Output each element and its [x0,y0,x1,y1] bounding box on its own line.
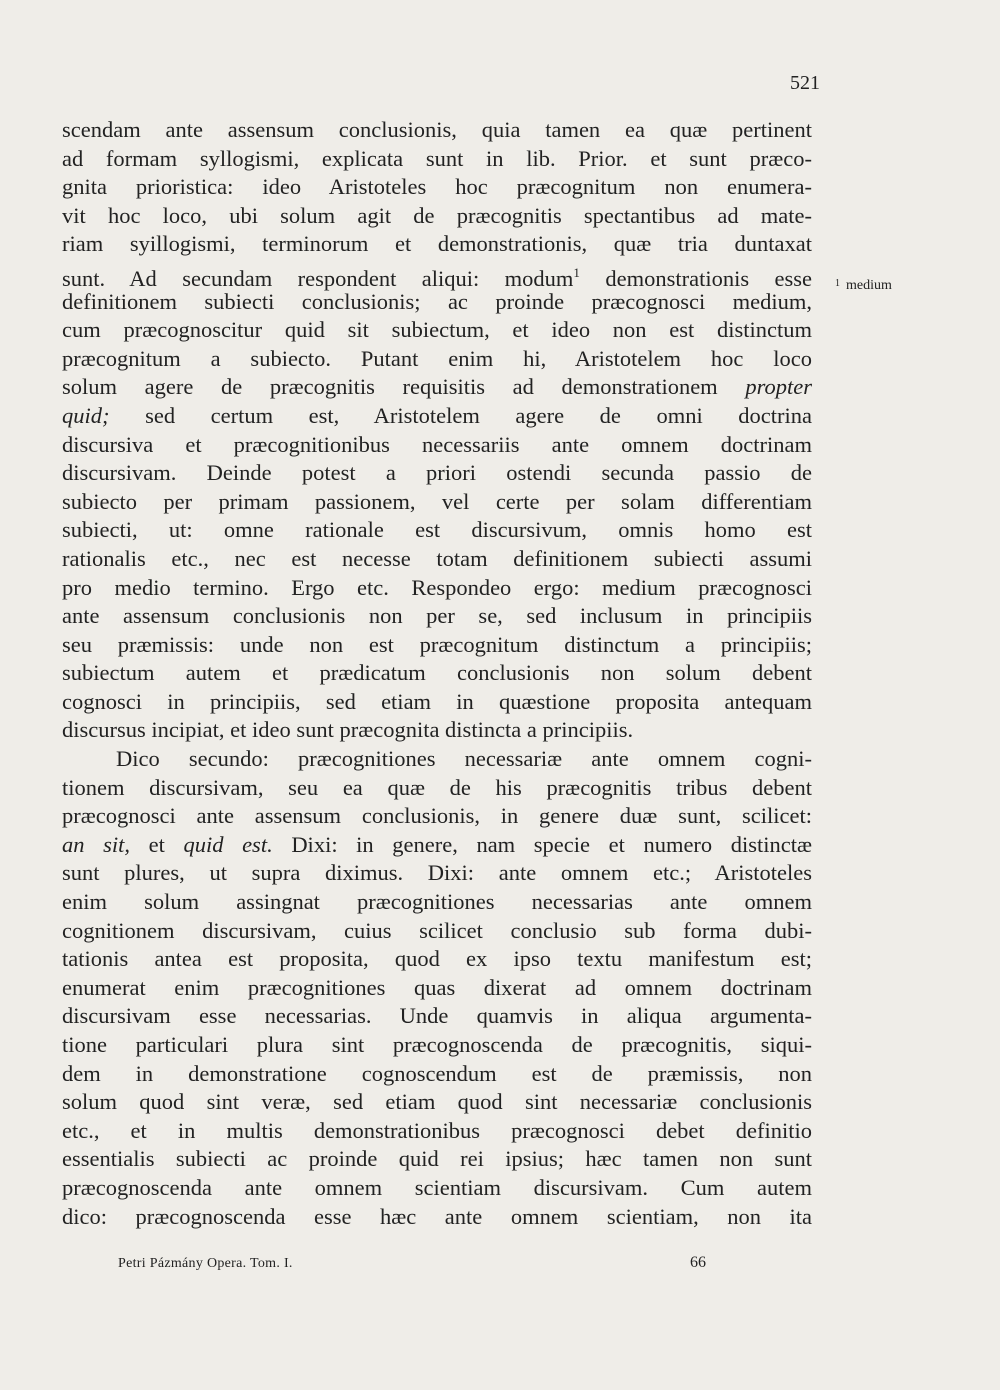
text-line: cum præcognoscitur quid sit subiectum, et ideo non est distinctum [62,317,812,343]
text-line [62,259,812,291]
margin-note-marker: 1 [835,278,840,289]
text-line: subiecti, ut: omne rationale est discursivum, omnis homo est [62,517,812,543]
line-segment: demonstrationis esse [605,265,812,291]
text-line: pro medio termino. Ergo etc. Respondeo ergo: medium præcognosci [62,574,812,600]
margin-note-text: medium [846,278,892,293]
text-line: rationalis etc., nec est necesse totam definitionem subiecti assumi [62,545,812,571]
footer-title: Petri Pázmány Opera. Tom. I. [118,1256,293,1271]
italic-term: quid; [62,402,110,428]
text-line [62,402,812,431]
footnote-marker: 1 [573,264,580,280]
text-line: essentialis subiecti ac proinde quid rei ipsius; hæc tamen non sunt [62,1146,812,1172]
italic-term: propter [745,374,812,400]
text-line: ante assensum conclusionis non per se, sed inclusum in principiis [62,603,812,629]
text-line: riam syillogismi, terminorum et demonstrationis, quæ tria duntaxat [62,231,812,257]
line-segment: solum agere de præcognitis requisitis ad demonstrationem [62,374,718,400]
text-line: discursivam esse necessarias. Unde quamvis in aliqua argumenta- [62,1003,812,1029]
text-line: Dico secundo: præcognitiones necessariæ ante omnem cogni- [116,746,812,772]
text-line: enumerat enim præcognitiones quas dixerat ad omnem doctrinam [62,974,812,1000]
text-line [62,831,812,860]
signature-mark: 66 [690,1254,706,1271]
line-segment: Dixi: in genere, nam specie et numero distinctæ [291,831,813,857]
text-line: vit hoc loco, ubi solum agit de præcognitis spectantibus ad mate- [62,202,812,228]
text-line: discursivam. Deinde potest a priori ostendi secunda passio de [62,460,812,486]
text-line: discursiva et præcognitionibus necessariis ante omnem doctrinam [62,431,812,457]
text-line: dico: præcognoscenda esse hæc ante omnem scientiam, non ita [62,1203,812,1229]
text-line: discursus incipiat, et ideo sunt præcognita distincta a principiis. [62,717,634,743]
italic-term: quid est. [183,831,273,857]
text-line: cognosci in principiis, sed etiam in quæstione proposita antequam [62,688,812,714]
text-line: præcognosci ante assensum conclusionis, in genere duæ sunt, scilicet: [62,803,812,829]
body-text [62,116,812,1231]
text-line: scendam ante assensum conclusionis, quia tamen ea quæ pertinent [62,117,812,142]
text-line: præcognitum a subiecto. Putant enim hi, Aristotelem hoc loco [62,345,812,371]
text-line: præcognoscenda ante omnem scientiam discursivam. Cum autem [62,1174,812,1200]
italic-term: an sit, [62,831,130,857]
text-line: subiectum autem et prædicatum conclusionis non solum debent [62,660,812,686]
text-line: seu præmissis: unde non est præcognitum distinctum a principiis; [62,631,812,657]
line-segment: sed certum est, Aristotelem agere de omni doctrina [145,402,813,428]
line-segment: et [148,831,165,857]
text-line: tionem discursivam, seu ea quæ de his præcognitis tribus debent [62,774,812,800]
text-line: cognitionem discursivam, cuius scilicet conclusio sub forma dubi- [62,917,812,943]
text-line: etc., et in multis demonstrationibus præcognosci debet definitio [62,1117,812,1143]
text-line: definitionem subiecti conclusionis; ac proinde præcognosci medium, [62,288,812,314]
text-line [62,373,812,402]
text-line: enim solum assingnat præcognitiones necessarias ante omnem [62,889,812,915]
text-line: tationis antea est proposita, quod ex ipso textu manifestum est; [62,946,812,972]
text-line: solum quod sint veræ, sed etiam quod sint necessariæ conclusionis [62,1089,812,1115]
text-line: sunt plures, ut supra diximus. Dixi: ante omnem etc.; Aristoteles [62,860,812,886]
page-number: 521 [790,72,820,94]
line-segment: sunt. Ad secundam respondent aliqui: modum [62,265,574,291]
text-line: tione particulari plura sint præcognoscenda de præcognitis, siqui- [62,1032,812,1057]
text-line: subiecto per primam passionem, vel certe per solam differentiam [62,488,812,514]
text-line: dem in demonstratione cognoscendum est de præmissis, non [62,1060,812,1086]
text-line: gnita prioristica: ideo Aristoteles hoc præcognitum non enumera- [62,174,812,200]
text-line: ad formam syllogismi, explicata sunt in lib. Prior. et sunt præco- [62,145,812,171]
margin-note [835,278,892,294]
